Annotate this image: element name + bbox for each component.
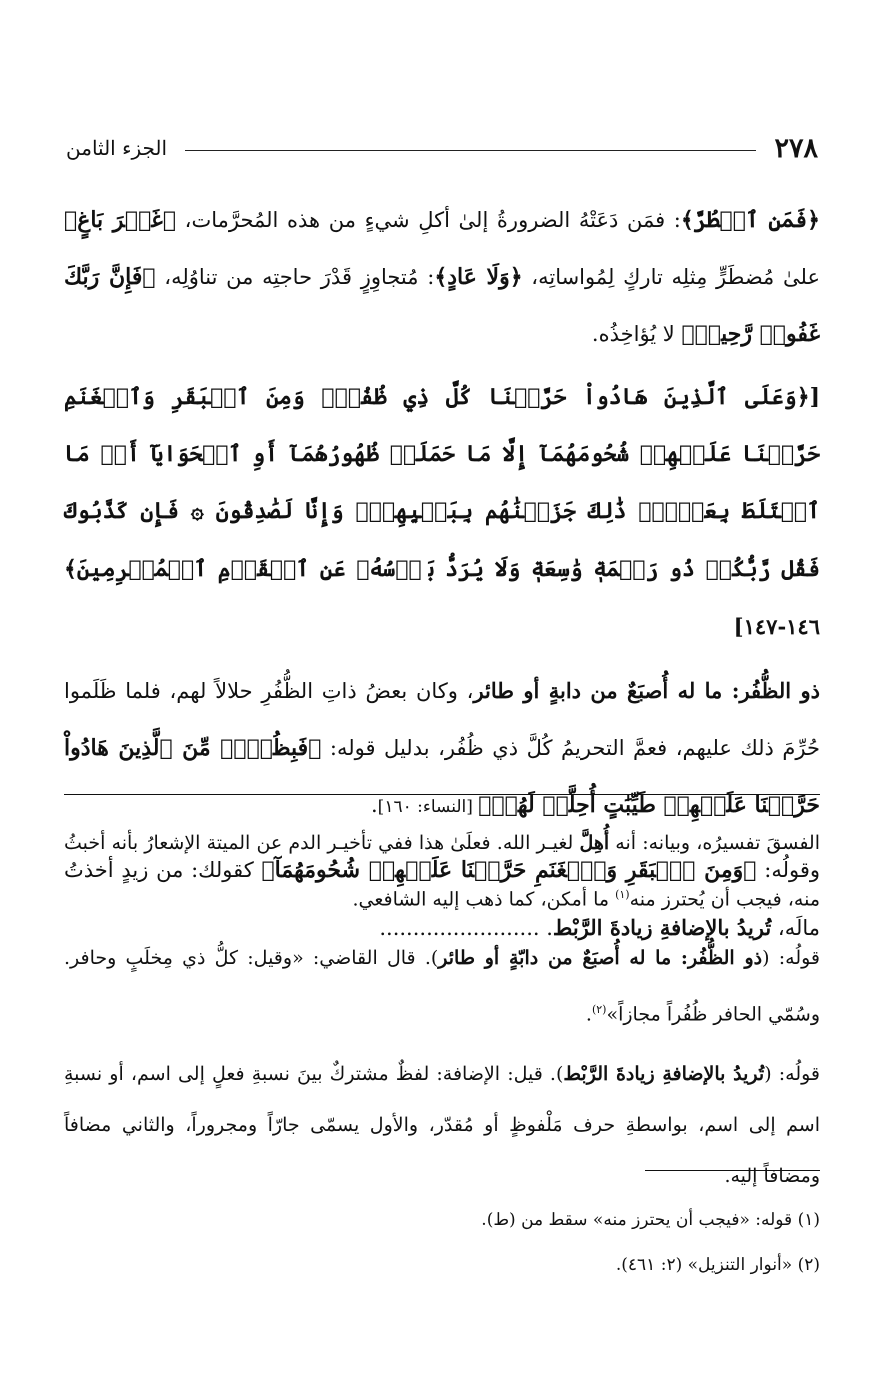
commentary-paragraph-3 — [64, 1049, 820, 1202]
text-segment: : فمَن دَعَتْهُ الضرورةُ إلىٰ أكلِ شيءٍ من هذه المُحرَّمات، — [176, 208, 681, 232]
verse-numbers: ١٤٦-١٤٧] — [733, 614, 820, 639]
footnote-marker: (٢) — [591, 1003, 607, 1017]
text-segment: . — [370, 793, 378, 817]
text-segment: لغيـر الله. فعلَىٰ هذا ففي تأخيـر الدم عن الميتة الإشعارُ بأنه أخبثُ منه، فيجب أن يُحترز منه — [64, 832, 820, 911]
text-segment: . ........................ — [379, 916, 553, 940]
text-segment: كقولك: من زيدٍ أخذتُ مالَه، — [64, 858, 820, 940]
text-segment: ). قيل: الإضافة: لفظٌ مشتركٌ بينَ نسبةِ فعلٍ إلى اسم، أو نسبةِ اسم إلى اسم، بواسطةِ حرف مَلْفوظٍ أو مُقدّر، والأول يسمّى جارّاً ومجروراً، والثاني مضافاً ومضافاً إليه. — [64, 1062, 820, 1187]
quran-quote: ﴿وَمِنَ ٱلۡبَقَرِ وَٱلۡغَنَمِ حَرَّمۡنَا عَلَيۡهِمۡ شُحُومَهُمَآ﴾ — [261, 857, 757, 883]
text-segment: قولُه: ( — [762, 947, 821, 970]
quran-quote: ﴿وَلَا عَادٍ﴾ — [434, 264, 523, 290]
text-segment: : مُتجاوِزٍ قَدْرَ حاجتِه من تناوُلِه، — [155, 265, 435, 289]
bold-phrase: ذو الظُّفُر: ما له أُصبَعٌ من دابّةٍ أو طائر — [438, 947, 763, 970]
footnote-2: (٢) «أنوار التنزيل» (٢: ٤٦١). — [615, 1255, 820, 1275]
text-segment: . — [585, 1003, 592, 1026]
footnote-divider — [645, 1170, 820, 1171]
bold-phrase: ذو الظُّفُر: ما له أُصبَعٌ من دابةٍ أو طائر — [473, 678, 820, 703]
page-number: ٢٧٨ — [774, 132, 818, 164]
main-paragraph-1 — [64, 192, 820, 363]
quran-quote: ﴿فَمَنِ ٱضۡطُرَّ﴾ — [680, 207, 820, 233]
text-segment: وقولُه: — [756, 858, 821, 882]
header-rule — [185, 150, 756, 151]
text-segment: قولُه: ( — [764, 1062, 821, 1085]
section-divider — [64, 794, 820, 795]
commentary-paragraph-1 — [64, 818, 820, 925]
text-segment: ما أمكن، كما ذهب إليه الشافعي. — [352, 888, 616, 911]
surah-reference: [النساء: ١٦٠] — [377, 797, 479, 817]
footnote-marker: (١) — [615, 888, 630, 901]
text-segment: لا يُؤاخِذُه. — [591, 322, 682, 346]
text-segment: ). قال القاضي: «وقيل: كلُّ ذي مِخلَبٍ وحافر. وسُمّي الحافر ظُفُراً مجازاً» — [64, 947, 820, 1026]
text-segment: الفسقَ تفسيرُه، وبيانه: أنه — [609, 832, 820, 854]
quran-quote: ﴿فَإِنَّ رَبَّكَ غَفُورٞ رَّحِيمٞ﴾ — [64, 264, 820, 347]
bold-phrase: تُريدُ بالإضافةِ زيادةَ الرَّبْط — [563, 1062, 765, 1085]
main-paragraph-3 — [64, 662, 820, 836]
commentary-paragraph-2 — [64, 933, 820, 1040]
footnotes — [64, 1198, 820, 1288]
commentary-text — [64, 818, 820, 1210]
text-segment: علىٰ مُضطَرٍّ مِثلِه تاركٍ لِمُواساتِه، — [522, 265, 821, 289]
footnote-1: (١) قوله: «فيجب أن يحترز منه» سقط من (ط). — [481, 1210, 820, 1230]
text-segment: ، وكان بعضُ ذاتِ الظُّفُرِ حلالاً لهم، فلما ظَلَموا حُرِّمَ ذلك عليهم، فعمَّ التحريمُ كُلَّ ذي ظُفُر، بدليل قوله: — [64, 679, 820, 760]
bold-phrase: أُهِلَّ — [579, 832, 610, 854]
part-label: الجزء الثامن — [66, 136, 168, 160]
page-header — [66, 128, 818, 168]
main-paragraph-2-verse — [64, 369, 820, 656]
quran-quote: ﴿غَيۡرَ بَاغٍ﴾ — [64, 207, 177, 233]
quran-quote: ﴿فَبِظُلۡمٖ مِّنَ ٱلَّذِينَ هَادُواْ حَرَّمۡنَا عَلَيۡهِمۡ طَيِّبَٰتٍ أُحِلَّتۡ لَهُمۡ﴾ — [64, 735, 820, 818]
quran-verse: [﴿وَعَلَى ٱلَّذِينَ هَادُواْ حَرَّمۡنَا كُلَّ ذِي ظُفُرٖۖ وَمِنَ ٱلۡبَقَرِ وَٱلۡغَنَمِ حَرَّمۡنَا عَلَيۡهِمۡ شُحُومَهُمَآ إِلَّا مَا حَمَلَتۡ ظُهُورُهُمَآ أَوِ ٱلۡحَوَايَآ أَوۡ مَا ٱخۡتَلَطَ بِعَظۡمٖۚ ذَٰلِكَ جَزَيۡنَٰهُم بِبَغۡيِهِمۡۖ وَإِنَّا لَصَٰدِقُونَ ۞ فَإِن كَذَّبُوكَ فَقُل رَّبُّكُمۡ ذُو رَحۡمَةٖ وَٰسِعَةٖ وَلَا يُرَدُّ بَأۡسُهُۥ عَنِ ٱلۡقَوۡمِ ٱلۡمُجۡرِمِينَ﴾ — [64, 384, 820, 582]
bold-phrase: تُريدُ بالإضافةِ زيادةَ الرَّبْط — [552, 915, 772, 940]
